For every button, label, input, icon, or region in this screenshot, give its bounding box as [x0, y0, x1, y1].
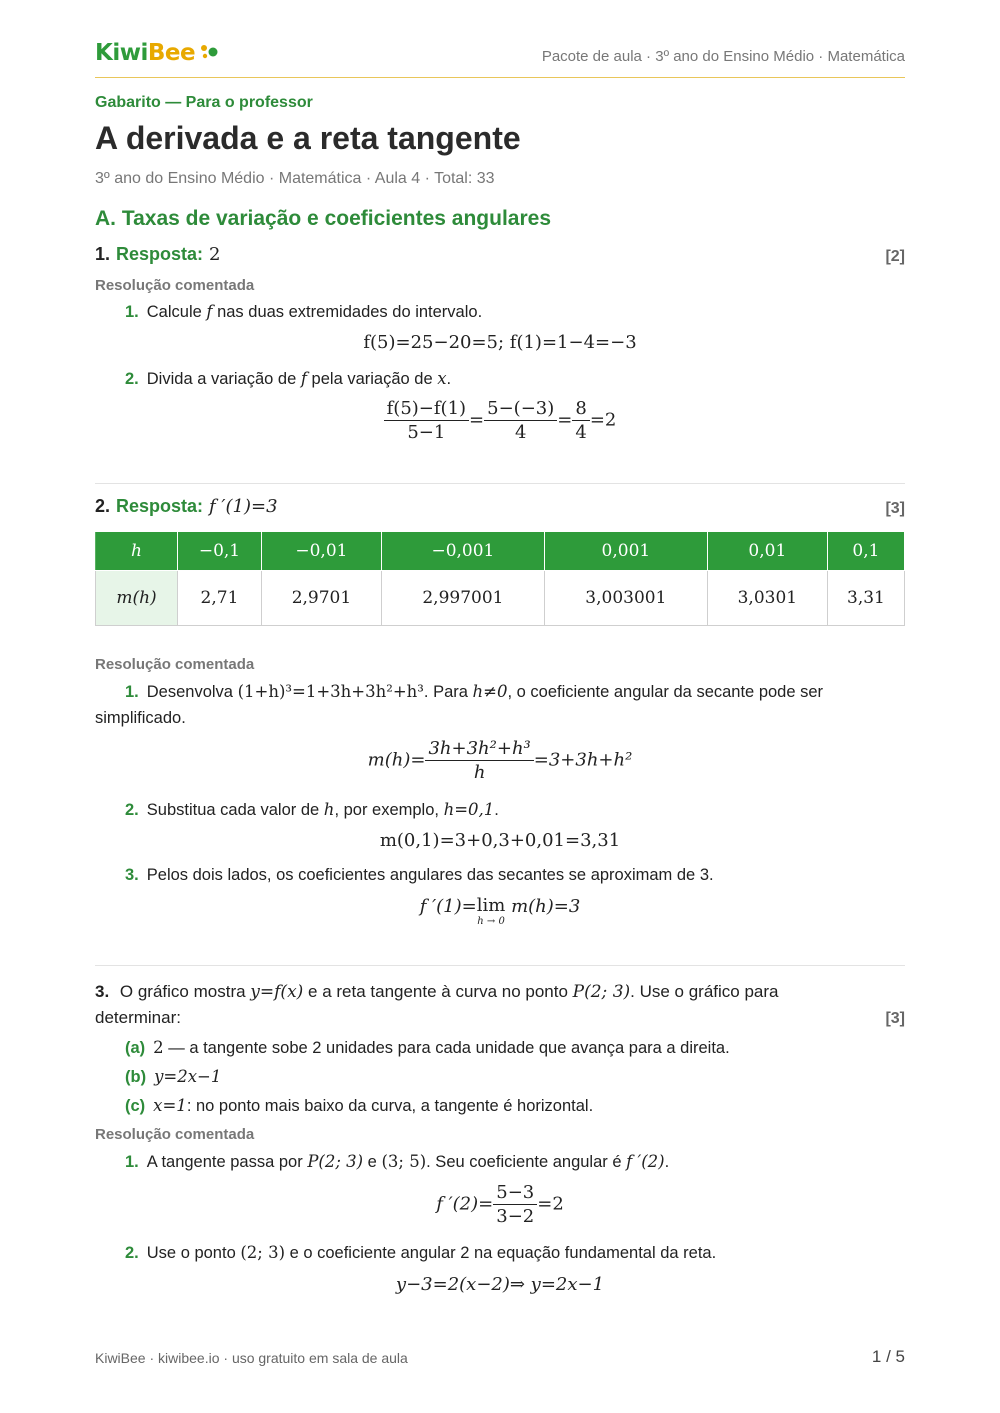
step-number: 2.: [125, 801, 139, 819]
fraction-numerator: 5−3: [493, 1182, 537, 1205]
bee-dots-icon: [199, 42, 219, 62]
question-number: 1.: [95, 244, 111, 264]
q2-step-1: [95, 679, 885, 731]
step-text: e: [363, 1153, 382, 1171]
worksheet-page: [95, 0, 905, 1413]
item-letter: (c): [125, 1097, 146, 1115]
question-number: 2.: [95, 496, 111, 516]
secant-slope-table: [95, 531, 905, 626]
limit-subscript: h → 0: [477, 916, 505, 927]
q3-step-1: [125, 1149, 885, 1175]
q1-step-2: [125, 366, 885, 392]
page-number: 1 / 5: [871, 1347, 905, 1366]
equation-rhs: =3+3h+h²: [533, 749, 633, 771]
fraction-numerator: 5−(−3): [484, 398, 557, 421]
question-1-points: [2]: [885, 248, 905, 265]
question-1-answer-line: [95, 244, 221, 265]
question-text: O gráfico mostra: [115, 982, 251, 1001]
table-cell: 3,31: [827, 571, 904, 626]
fraction: [425, 738, 533, 783]
step-text: .: [446, 370, 452, 388]
limit-operator: [477, 896, 506, 928]
table-cell: 2,71: [178, 571, 262, 626]
step-math: (3; 5): [381, 1152, 427, 1171]
q3-step-2: [125, 1240, 885, 1266]
fraction-numerator: f(5)−f(1): [384, 398, 469, 421]
page-header: [95, 38, 905, 78]
question-2-points: [3]: [885, 500, 905, 517]
item-math: x=1: [153, 1096, 187, 1115]
answer-value: 2: [209, 244, 221, 265]
step-text: .: [664, 1153, 670, 1171]
table-header-cell: h: [96, 532, 178, 571]
step-number: 3.: [125, 866, 139, 884]
table-header-cell: 0,1: [827, 532, 904, 571]
q2-equation-substitution: m(0,1)=3+0,3+0,01=3,31: [379, 830, 621, 851]
commented-resolution-label: Resolução comentada: [95, 277, 255, 294]
question-math: P(2; 3): [572, 982, 631, 1002]
step-text: Substitua cada valor de: [146, 801, 324, 819]
item-letter: (b): [125, 1068, 147, 1086]
question-2-answer-line: [95, 496, 278, 517]
step-text: .: [494, 801, 499, 819]
step-math: (2; 3): [240, 1243, 286, 1262]
step-number: 2.: [125, 370, 139, 388]
step-math: h: [323, 800, 335, 819]
question-text: determinar:: [95, 1008, 181, 1027]
fraction-denominator: 5−1: [407, 422, 446, 443]
step-text: e o coeficiente angular 2 na equação fundamental da reta.: [285, 1244, 717, 1262]
step-text: simplificado.: [95, 709, 186, 727]
step-math: f: [206, 302, 213, 321]
fraction: [384, 398, 469, 443]
q3-equation-slope: [95, 1182, 905, 1227]
q1-equation-quotient: $\frac{f(5)-f(1)}{5-1}$ = $\frac{5-(-3)}{4}$ = $\frac{8}{4}$ =2: [95, 398, 905, 443]
q2-step-2: [125, 797, 885, 823]
question-number: 3.: [95, 982, 110, 1001]
step-math: f: [300, 369, 307, 388]
q3-item-a: [125, 1038, 730, 1058]
fraction-numerator: 8: [572, 398, 589, 421]
table-cell: m(h): [96, 571, 178, 626]
step-text: Divida a variação de: [146, 370, 301, 388]
answer-label: Resposta:: [116, 496, 204, 516]
step-number: 1.: [125, 1153, 139, 1171]
table-cell: 2,9701: [261, 571, 381, 626]
fraction-denominator: h: [473, 762, 486, 783]
question-text: . Use o gráfico para: [630, 982, 779, 1001]
step-text: . Seu coeficiente angular é: [426, 1153, 627, 1171]
lesson-meta: 3º ano do Ensino Médio · Matemática · Aula 4 · Total: 33: [95, 170, 495, 187]
equation-rhs: m(h)=3: [505, 896, 581, 917]
equation-lhs: f ′(2)=: [436, 1193, 494, 1215]
step-math: h=0,1: [443, 800, 495, 819]
commented-resolution-label: Resolução comentada: [95, 656, 255, 673]
item-math: y=2x−1: [154, 1067, 222, 1086]
limit-word: lim: [476, 895, 506, 916]
equation-rhs: =2: [537, 1193, 564, 1215]
step-math: (1+h)³=1+3h+3h²+h³: [237, 682, 424, 701]
commented-resolution-label: Resolução comentada: [95, 1126, 255, 1143]
table-cell: 3,003001: [544, 571, 707, 626]
equation-lhs: m(h)=: [367, 749, 426, 771]
step-number: 1.: [125, 683, 139, 701]
fraction-denominator: 4: [575, 422, 587, 443]
page-title: A derivada e a reta tangente: [95, 120, 521, 156]
step-math: h≠0: [472, 682, 508, 701]
step-text: Use o ponto: [146, 1244, 241, 1262]
step-text: , o coeficiente angular da secante pode ser: [507, 683, 824, 701]
equation-lhs: f ′(1)=: [419, 896, 477, 917]
fraction-denominator: 4: [514, 422, 527, 443]
table-header-cell: −0,01: [261, 532, 381, 571]
logo-kiwi-text: Kiwi: [95, 40, 148, 66]
divider: [95, 965, 905, 966]
table-header-cell: −0,1: [178, 532, 262, 571]
item-text: : no ponto mais baixo da curva, a tangente é horizontal.: [186, 1097, 594, 1115]
question-text: e a reta tangente à curva no ponto: [303, 982, 573, 1001]
table-header-cell: −0,001: [381, 532, 544, 571]
step-text: nas duas extremidades do intervalo.: [212, 303, 483, 321]
item-letter: (a): [125, 1039, 146, 1057]
footer-text: KiwiBee · kiwibee.io · uso gratuito em sala de aula: [95, 1350, 408, 1366]
question-3-points: [3]: [885, 1010, 905, 1027]
step-text: , por exemplo,: [334, 801, 444, 819]
step-text: Pelos dois lados, os coeficientes angulares das secantes se aproximam de 3.: [146, 866, 714, 884]
q1-step-1: [125, 299, 885, 325]
answer-label: Resposta:: [116, 244, 204, 264]
step-number: 1.: [125, 303, 139, 321]
table-row: [96, 571, 905, 626]
fraction: [484, 398, 557, 443]
fraction: [493, 1182, 537, 1227]
step-text: Desenvolva: [146, 683, 238, 701]
q3-item-b: [125, 1067, 221, 1087]
step-text: . Para: [423, 683, 473, 701]
section-a-heading: A. Taxas de variação e coeficientes angulares: [95, 207, 552, 230]
answer-key-kicker: Gabarito — Para o professor: [95, 94, 313, 111]
table-header-cell: 0,001: [544, 532, 707, 571]
step-math: x: [437, 369, 447, 388]
q3-item-c: [125, 1096, 593, 1116]
step-text: A tangente passa por: [146, 1153, 308, 1171]
step-text: Calcule: [146, 303, 207, 321]
q2-step-3: [125, 862, 885, 888]
question-3-prompt: [95, 979, 885, 1031]
fraction: [572, 398, 589, 443]
question-math: y=f(x): [250, 982, 304, 1002]
step-text: pela variação de: [306, 370, 438, 388]
step-number: 2.: [125, 1244, 139, 1262]
fraction-numerator: 3h+3h²+h³: [425, 738, 533, 761]
fraction-denominator: 3−2: [496, 1206, 535, 1227]
item-math: 2: [153, 1038, 164, 1057]
header-breadcrumb: Pacote de aula · 3º ano do Ensino Médio · Matemática: [541, 48, 905, 65]
table-cell: 3,0301: [707, 571, 827, 626]
q1-equation-values: f(5)=25−20=5; f(1)=1−4=−3: [363, 332, 637, 353]
answer-value: f ′(1)=3: [209, 496, 278, 517]
equation-result: =2: [589, 409, 617, 431]
q2-equation-m: [95, 738, 905, 783]
table-header-row: [96, 532, 905, 571]
divider: [95, 483, 905, 484]
logo-bee-text: Bee: [147, 40, 196, 66]
q2-equation-limit: [95, 896, 905, 928]
q3-equation-line: y−3=2(x−2)⇒ y=2x−1: [395, 1274, 605, 1295]
step-math: f ′(2): [626, 1152, 665, 1171]
step-math: P(2; 3): [307, 1152, 364, 1171]
table-header-cell: 0,01: [707, 532, 827, 571]
table-cell: 2,997001: [381, 571, 544, 626]
item-text: — a tangente sobe 2 unidades para cada unidade que avança para a direita.: [163, 1039, 730, 1057]
kiwibee-logo: [95, 40, 195, 66]
